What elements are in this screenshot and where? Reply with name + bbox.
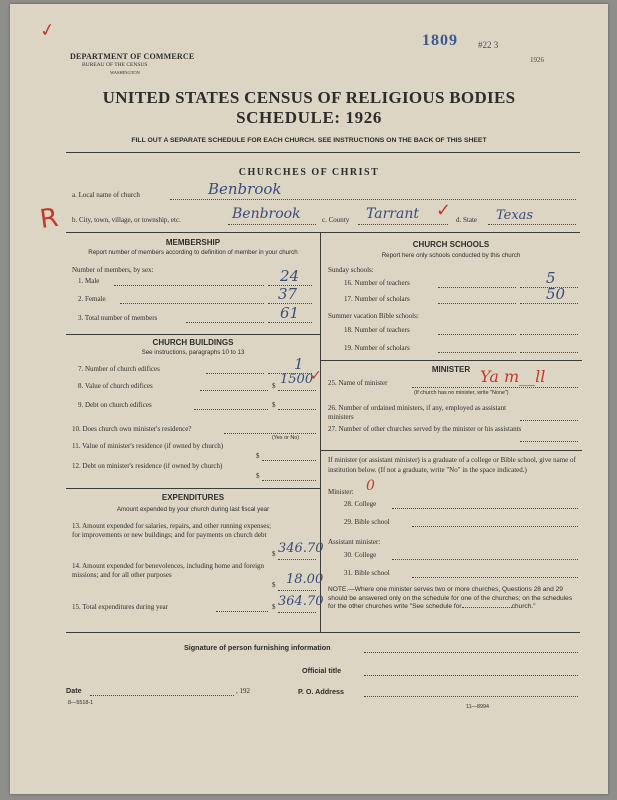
state-line (488, 224, 576, 225)
county-line (358, 224, 448, 225)
female-label: 2. Female (78, 295, 106, 303)
minister-college-line (392, 508, 578, 509)
serial-number-stamp: 1809 (422, 32, 458, 49)
expenditures-heading: EXPENDITURES (161, 493, 225, 502)
summer-teachers-label: 18. Number of teachers (344, 326, 410, 334)
assistant-ministers-label: 26. Number of ordained ministers, if any, employed as assistant ministers (328, 404, 507, 421)
divider-membership (66, 334, 320, 335)
benevolences-line (278, 590, 316, 591)
minister-note-blank (462, 607, 512, 608)
members-by-sex-label: Number of members, by sex: (72, 266, 154, 274)
edifices-value-label: 8. Value of church edifices (78, 382, 153, 390)
summer-scholars-dots (438, 352, 516, 353)
edifices-value-dots (200, 390, 268, 391)
membership-heading: MEMBERSHIP (165, 238, 221, 247)
total-expenditures-dots (216, 611, 268, 612)
summer-scholars-label: 19. Number of scholars (344, 344, 410, 352)
schools-heading: CHURCH SCHOOLS (412, 240, 490, 249)
total-members-line (268, 322, 312, 323)
assistant-college-line (392, 559, 578, 560)
male-label: 1. Male (78, 277, 100, 285)
running-expenses-value[interactable]: 346.70 (278, 541, 324, 556)
red-check-mark: ✓ (38, 18, 57, 43)
benevolences-value[interactable]: 18.00 (286, 572, 324, 587)
residence-value-line (262, 460, 316, 461)
signature-label: Signature of person furnishing information (184, 643, 331, 652)
city-label: b. City, town, village, or township, etc. (72, 216, 181, 224)
male-value[interactable]: 24 (280, 267, 300, 285)
summer-schools-label: Summer vacation Bible schools: (328, 312, 419, 320)
official-title-label: Official title (302, 666, 342, 675)
minister-college-label: 28. College (344, 500, 377, 508)
summer-teachers-dots (438, 334, 516, 335)
total-expenditures-label: 15. Total expenditures during year (72, 603, 168, 611)
summer-teachers-line (520, 334, 578, 335)
other-churches-line (520, 441, 578, 442)
minister-name-label: 25. Name of minister (328, 379, 388, 387)
minister-name-hint: (If church has no minister, write "None") (414, 390, 509, 396)
residence-owned-line (224, 433, 316, 434)
assistant-minister-label: Assistant minister: (328, 538, 381, 546)
expenditures-subheading: Amount expended by your church during last fiscal year (116, 506, 270, 513)
residence-dollar-sign: $ (256, 452, 260, 460)
assistant-college-label: 30. College (344, 551, 377, 559)
sunday-scholars-line (520, 303, 578, 304)
red-r-mark: R (38, 202, 61, 236)
sunday-scholars-value[interactable]: 50 (546, 285, 566, 303)
minister-name-line (412, 387, 578, 388)
department-name: DEPARTMENT OF COMMERCE (70, 52, 195, 61)
po-address-line (364, 696, 578, 697)
local-name-line (170, 199, 576, 200)
schedule-title: SCHEDULE: 1926 (236, 108, 382, 127)
divider-bottom (66, 632, 580, 633)
residence-debt-line (262, 480, 316, 481)
benevolences-dollar: $ (272, 581, 276, 589)
summer-scholars-line (520, 352, 578, 353)
denomination-title: CHURCHES OF CHRIST (238, 167, 380, 178)
divider-identity (66, 232, 580, 233)
minister-heading: MINISTER (431, 365, 471, 374)
stamp-year: 1926 (530, 56, 544, 64)
sunday-scholars-dots (438, 303, 516, 304)
minister-education-label: Minister: (328, 488, 354, 496)
edifices-dollar-sign: $ (272, 382, 276, 390)
edifices-count-label: 7. Number of church edifices (78, 365, 160, 373)
debt-dollar-sign: $ (272, 401, 276, 409)
minister-bible-school-label: 29. Bible school (344, 518, 390, 526)
residence-debt-label: 12. Debt on minister's residence (if owned by church) (72, 462, 223, 470)
city-value[interactable]: Benbrook (232, 206, 301, 222)
sunday-teachers-dots (438, 287, 516, 288)
city-name: WASHINGTON (110, 70, 140, 75)
buildings-subheading: See instructions, paragraphs 10 to 13 (141, 349, 245, 356)
edifices-debt-dots (194, 409, 268, 410)
minister-note-text: NOTE.—Where one minister serves two or more churches, Questions 28 and 29 should be answered only on the schedule for one of the churches; on the schedules for the other churches write "See schedule for (328, 586, 573, 610)
county-value[interactable]: Tarrant (366, 206, 419, 222)
date-year: , 192 (236, 687, 250, 695)
form-number-right: 11—8994 (466, 704, 489, 710)
schools-subheading: Report here only schools conducted by this church (381, 252, 521, 259)
assistant-bible-school-line (412, 577, 578, 578)
divider-minister (320, 450, 582, 451)
running-expenses-dollar: $ (272, 550, 276, 558)
date-label: Date (66, 686, 82, 695)
sunday-schools-label: Sunday schools: (328, 266, 374, 274)
total-members-value[interactable]: 61 (280, 304, 300, 322)
running-expenses-line (278, 559, 316, 560)
total-expenditures-dollar: $ (272, 603, 276, 611)
benevolences-label: 14. Amount expended for benevolences, including home and foreign missions; and for all other purposes (72, 562, 265, 579)
divider-buildings (66, 488, 320, 489)
total-members-dots (186, 322, 264, 323)
form-title: UNITED STATES CENSUS OF RELIGIOUS BODIES (102, 88, 516, 107)
official-title-line (364, 675, 578, 676)
red-check-edifices: ✓ (310, 368, 322, 384)
buildings-heading: CHURCH BUILDINGS (152, 338, 234, 347)
divider-schools (320, 360, 582, 361)
date-line (90, 695, 234, 696)
state-value[interactable]: Texas (496, 208, 534, 223)
local-name-value[interactable]: Benbrook (208, 180, 282, 198)
yes-no-hint: (Yes or No) (272, 435, 300, 441)
total-expenditures-value[interactable]: 364.70 (278, 594, 324, 609)
signature-line (364, 652, 578, 653)
edifices-value-line (278, 390, 316, 391)
other-churches-label: 27. Number of other churches served by the minister or his assistants (328, 425, 522, 433)
total-members-label: 3. Total number of members (78, 314, 158, 322)
female-value[interactable]: 37 (278, 285, 298, 303)
red-check-county: ✓ (436, 200, 452, 221)
state-label: d. State (456, 216, 477, 224)
residence-owned-label: 10. Does church own minister's residence? (72, 425, 192, 433)
city-line (228, 224, 316, 225)
sunday-teachers-label: 16. Number of teachers (344, 279, 410, 287)
college-note: If minister (or assistant minister) is a graduate of a college or Bible school, give name of institution below. (If not a graduate, write "No" in the space indicated.) (328, 456, 576, 474)
form-instruction: FILL OUT A SEPARATE SCHEDULE FOR EACH CHURCH. SEE INSTRUCTIONS ON THE BACK OF THIS SHEET (131, 137, 487, 144)
assistant-bible-school-label: 31. Bible school (344, 569, 390, 577)
edifices-value-value[interactable]: 1500 (280, 372, 314, 387)
bureau-name: BUREAU OF THE CENSUS (82, 62, 148, 68)
total-expenditures-line (278, 612, 316, 613)
minister-name-value[interactable]: Ya m__ll (480, 367, 546, 386)
stamp-code: #22 3 (478, 40, 499, 50)
census-schedule-sheet (10, 4, 608, 794)
form-number-left: 8—5518-1 (68, 700, 94, 706)
female-dots (120, 303, 264, 304)
membership-subheading: Report number of members according to definition of member in your church (88, 249, 298, 256)
sunday-teachers-value[interactable]: 5 (546, 269, 556, 287)
local-name-label: a. Local name of church (72, 191, 140, 199)
county-label: c. County (322, 216, 350, 224)
minister-note-end: church." (511, 603, 536, 610)
edifices-debt-line (278, 409, 316, 410)
assistant-ministers-line (520, 420, 578, 421)
edifices-count-dots (206, 373, 264, 374)
sunday-scholars-label: 17. Number of scholars (344, 295, 410, 303)
residence-debt-dollar-sign: $ (256, 472, 260, 480)
minister-education-value[interactable]: 0 (366, 478, 375, 494)
minister-note (328, 586, 580, 612)
po-address-label: P. O. Address (298, 687, 344, 696)
residence-value-label: 11. Value of minister's residence (if owned by church) (72, 442, 224, 450)
divider-top (66, 152, 580, 153)
edifices-count-value[interactable]: 1 (294, 355, 304, 373)
running-expenses-label: 13. Amount expended for salaries, repairs, and other running expenses; for improvements or new buildings; and for payments on church debt (72, 522, 272, 539)
minister-bible-school-line (412, 526, 578, 527)
edifices-debt-label: 9. Debt on church edifices (78, 401, 152, 409)
male-dots (114, 285, 264, 286)
